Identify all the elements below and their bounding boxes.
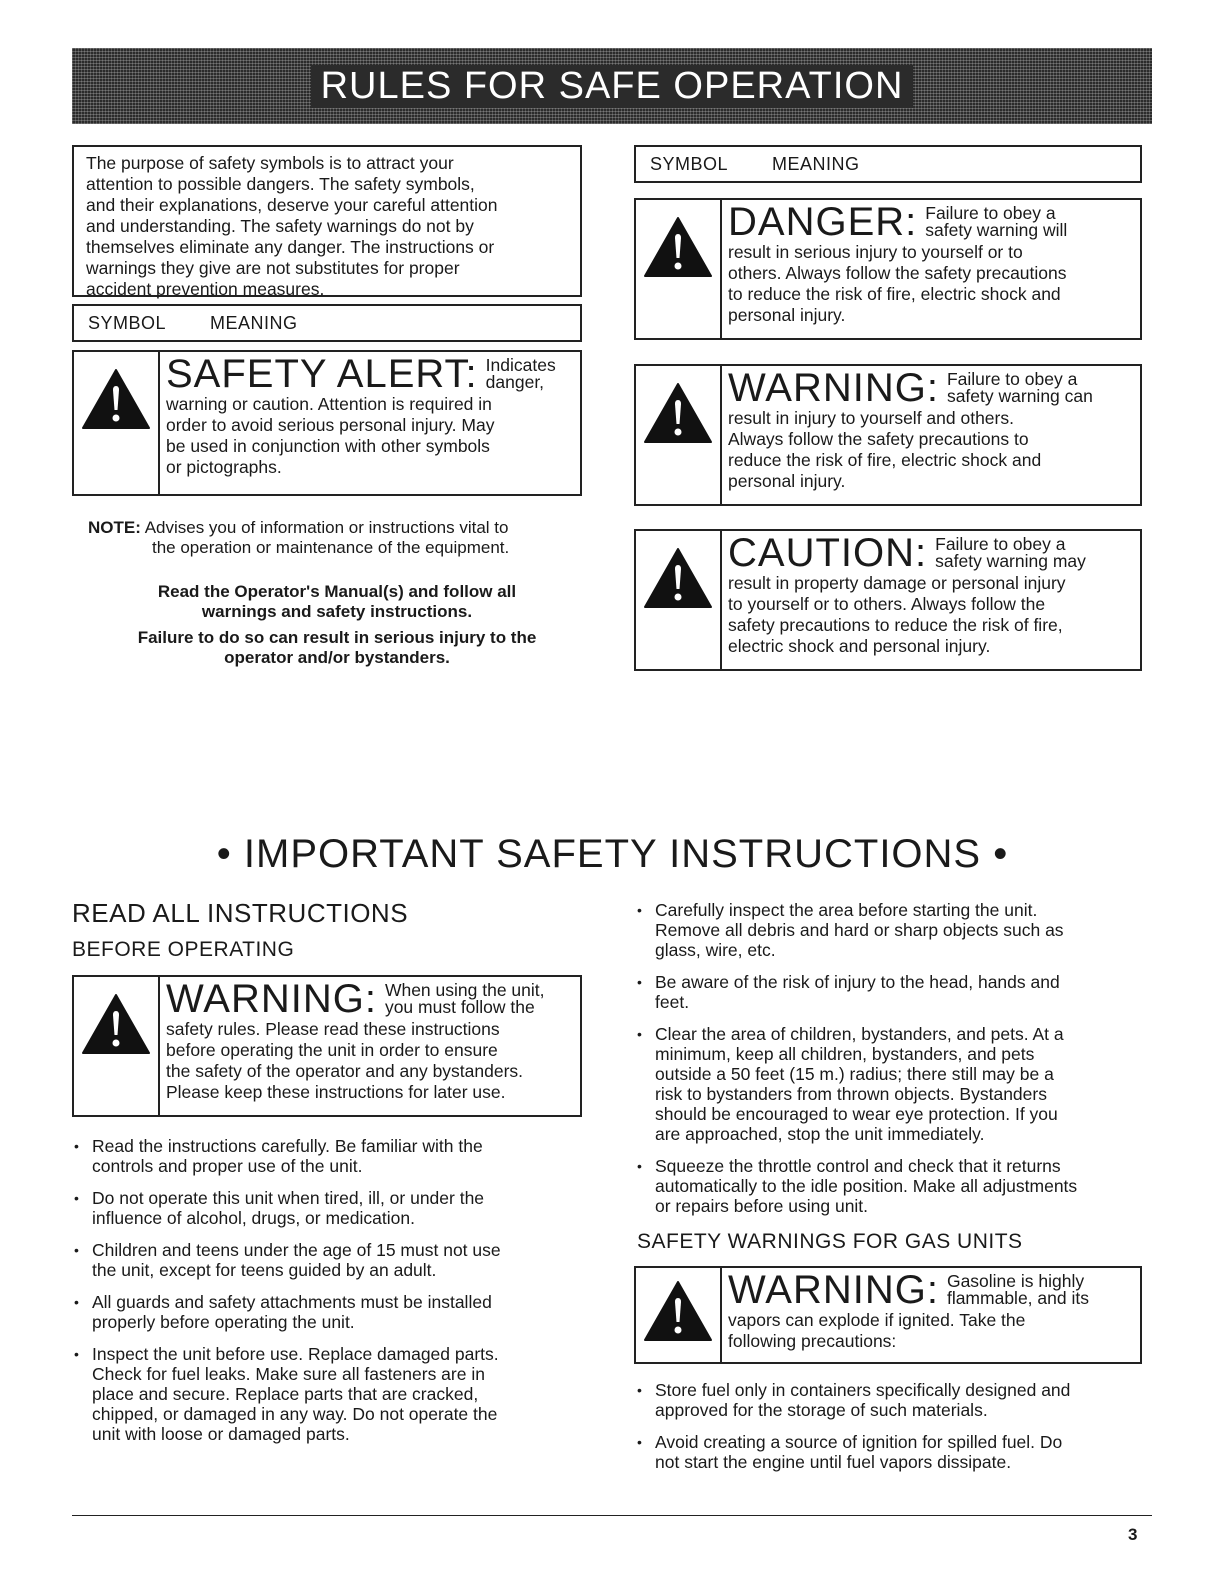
warning-gas-box (634, 1266, 1142, 1364)
warning-gas-icon-cell (636, 1268, 722, 1362)
warning-gas-line: following precautions: (728, 1331, 897, 1351)
caution-small: Failure to obey a (935, 534, 1066, 554)
warning-word: WARNING: (728, 366, 939, 410)
list-item: • Store fuel only in containers specifically designed and approved for the storage of such materials. (637, 1380, 1157, 1420)
warning-small: safety warning can (946, 386, 1093, 406)
list-item: • Squeeze the throttle control and check that it returns automatically to the idle position. Make all adjustments or repairs before using unit. (637, 1156, 1157, 1216)
gas-bullet-list (637, 1380, 1157, 1484)
danger-small: Failure to obey a (925, 203, 1056, 223)
danger-box (634, 198, 1142, 340)
warning-triangle-icon (643, 216, 713, 278)
purpose-line: attention to possible dangers. The safety symbols, (86, 174, 475, 194)
safety-alert-line: warning or caution. Attention is required in (166, 394, 492, 414)
important-safety-title: • IMPORTANT SAFETY INSTRUCTIONS • (216, 832, 1009, 876)
list-item: • Clear the area of children, bystanders, and pets. At a minimum, keep all children, bystanders, and pets outside a 50 feet (15 m.) radius; there still may be a risk to bystanders from thrown objects. Bystanders should be encouraged to wear eye protection. If you are approached, stop the unit immediately. (637, 1024, 1157, 1144)
warning-triangle-icon (81, 993, 151, 1055)
caution-word: CAUTION: (728, 531, 928, 575)
note-line: the operation or maintenance of the equipment. (152, 538, 510, 557)
warning-gas-text (722, 1268, 1095, 1362)
read-all-heading: READ ALL INSTRUCTIONS (72, 898, 409, 928)
safety-alert-small: danger, (485, 372, 545, 392)
warning-line: Always follow the safety precautions to (728, 429, 1029, 449)
danger-icon-cell (636, 200, 722, 338)
warning-gas-small: flammable, and its (946, 1288, 1089, 1308)
failure-note-line: Failure to do so can result in serious injury to the (137, 628, 537, 647)
caution-icon-cell (636, 531, 722, 669)
danger-line: result in serious injury to yourself or to (728, 242, 1023, 262)
danger-small: safety warning will (925, 220, 1068, 240)
warning-before-line: the safety of the operator and any bystanders. (166, 1061, 524, 1081)
danger-line: personal injury. (728, 305, 846, 325)
purpose-box (72, 145, 582, 297)
safety-alert-box (72, 350, 582, 496)
purpose-line: and understanding. The safety warnings do not by (86, 216, 474, 236)
danger-word: DANGER: (728, 200, 918, 244)
right-bullet-list (637, 900, 1157, 1228)
warning-line: reduce the risk of fire, electric shock and (728, 450, 1042, 470)
purpose-line: themselves eliminate any danger. The instructions or (86, 237, 495, 257)
read-manual-line: Read the Operator's Manual(s) and follow all (157, 582, 517, 601)
warning-before-line: before operating the unit in order to ensure (166, 1040, 498, 1060)
warning-triangle-icon (643, 547, 713, 609)
caution-text (722, 531, 1092, 669)
danger-line: to reduce the risk of fire, electric shock and (728, 284, 1061, 304)
list-item: • Carefully inspect the area before starting the unit. Remove all debris and hard or sharp objects such as glass, wire, etc. (637, 900, 1157, 960)
warning-before-icon-cell (74, 977, 160, 1115)
banner-title: RULES FOR SAFE OPERATION (311, 65, 914, 108)
warning-triangle-icon (81, 368, 151, 430)
note-line: Advises you of information or instructions vital to (144, 518, 509, 537)
caution-box (634, 529, 1142, 671)
purpose-line: accident prevention measures. (86, 279, 325, 299)
symbol-label: SYMBOL (88, 312, 167, 333)
warning-small: Failure to obey a (946, 369, 1078, 389)
warning-before-box (72, 975, 582, 1117)
list-item: • Do not operate this unit when tired, ill, or under the influence of alcohol, drugs, or medication. (74, 1188, 594, 1228)
read-manual-line: warnings and safety instructions. (201, 602, 473, 621)
caution-small: safety warning may (935, 551, 1086, 571)
warning-gas-word: WARNING: (728, 1268, 939, 1312)
footer-divider (72, 1515, 1152, 1516)
safety-alert-text (160, 352, 562, 494)
symbol-label: SYMBOL (650, 153, 729, 174)
caution-line: result in property damage or personal injury (728, 573, 1066, 593)
failure-note-text (72, 628, 602, 668)
failure-note-line: operator and/or bystanders. (224, 648, 450, 667)
warning-line: result in injury to yourself and others. (728, 408, 1014, 428)
safety-alert-word: SAFETY ALERT: (166, 352, 478, 396)
warning-gas-small: Gasoline is highly (946, 1271, 1085, 1291)
warning-before-line: safety rules. Please read these instructions (166, 1019, 500, 1039)
note-block (88, 518, 578, 558)
read-manual-text (72, 582, 602, 622)
warning-triangle-icon (643, 382, 713, 444)
list-item: • Read the instructions carefully. Be familiar with the controls and proper use of the unit. (74, 1136, 594, 1176)
warning-before-small: When using the unit, (384, 980, 545, 1000)
warning-before-line: Please keep these instructions for later use. (166, 1082, 506, 1102)
warning-box (634, 364, 1142, 506)
list-item: • Children and teens under the age of 15 must not use the unit, except for teens guided by an adult. (74, 1240, 594, 1280)
purpose-line: warnings they give are not substitutes for proper (86, 258, 460, 278)
danger-line: others. Always follow the safety precautions (728, 263, 1067, 283)
list-item: • Be aware of the risk of injury to the head, hands and feet. (637, 972, 1157, 1012)
meaning-label: MEANING (772, 153, 860, 174)
before-operating-heading: BEFORE OPERATING (72, 938, 295, 961)
list-item: • All guards and safety attachments must be installed properly before operating the unit. (74, 1292, 594, 1332)
purpose-line: and their explanations, deserve your careful attention (86, 195, 498, 215)
note-label: NOTE: (88, 518, 141, 537)
safety-alert-line: or pictographs. (166, 457, 282, 477)
safety-alert-line: order to avoid serious personal injury. May (166, 415, 495, 435)
warning-line: personal injury. (728, 471, 846, 491)
caution-line: electric shock and personal injury. (728, 636, 991, 656)
symbol-meaning-header-right (634, 145, 1142, 183)
left-bullet-list (74, 1136, 594, 1456)
danger-text (722, 200, 1073, 338)
caution-line: to yourself or to others. Always follow the (728, 594, 1046, 614)
caution-line: safety precautions to reduce the risk of fire, (728, 615, 1063, 635)
safety-alert-small: Indicates (485, 355, 556, 375)
warning-gas-line: vapors can explode if ignited. Take the (728, 1310, 1026, 1330)
gas-units-heading: SAFETY WARNINGS FOR GAS UNITS (637, 1230, 1023, 1253)
list-item: • Avoid creating a source of ignition for spilled fuel. Do not start the engine until fuel vapors dissipate. (637, 1432, 1157, 1472)
warning-before-text (160, 977, 551, 1115)
warning-text (722, 366, 1099, 504)
warning-icon-cell (636, 366, 722, 504)
list-item: • Inspect the unit before use. Replace damaged parts. Check for fuel leaks. Make sure all fasteners are in place and secure. Replace parts that are cracked, chipped, or damaged in any way. Do not operate the unit with loose or damaged parts. (74, 1344, 594, 1444)
warning-before-word: WARNING: (166, 977, 377, 1021)
purpose-line: The purpose of safety symbols is to attract your (86, 153, 454, 173)
page-number: 3 (1128, 1525, 1138, 1544)
section-banner (72, 48, 1152, 124)
warning-before-small: you must follow the (384, 997, 535, 1017)
safety-alert-line: be used in conjunction with other symbols (166, 436, 490, 456)
meaning-label: MEANING (210, 312, 298, 333)
alert-icon-cell (74, 352, 160, 494)
symbol-meaning-header-left (72, 304, 582, 342)
warning-triangle-icon (643, 1280, 713, 1342)
